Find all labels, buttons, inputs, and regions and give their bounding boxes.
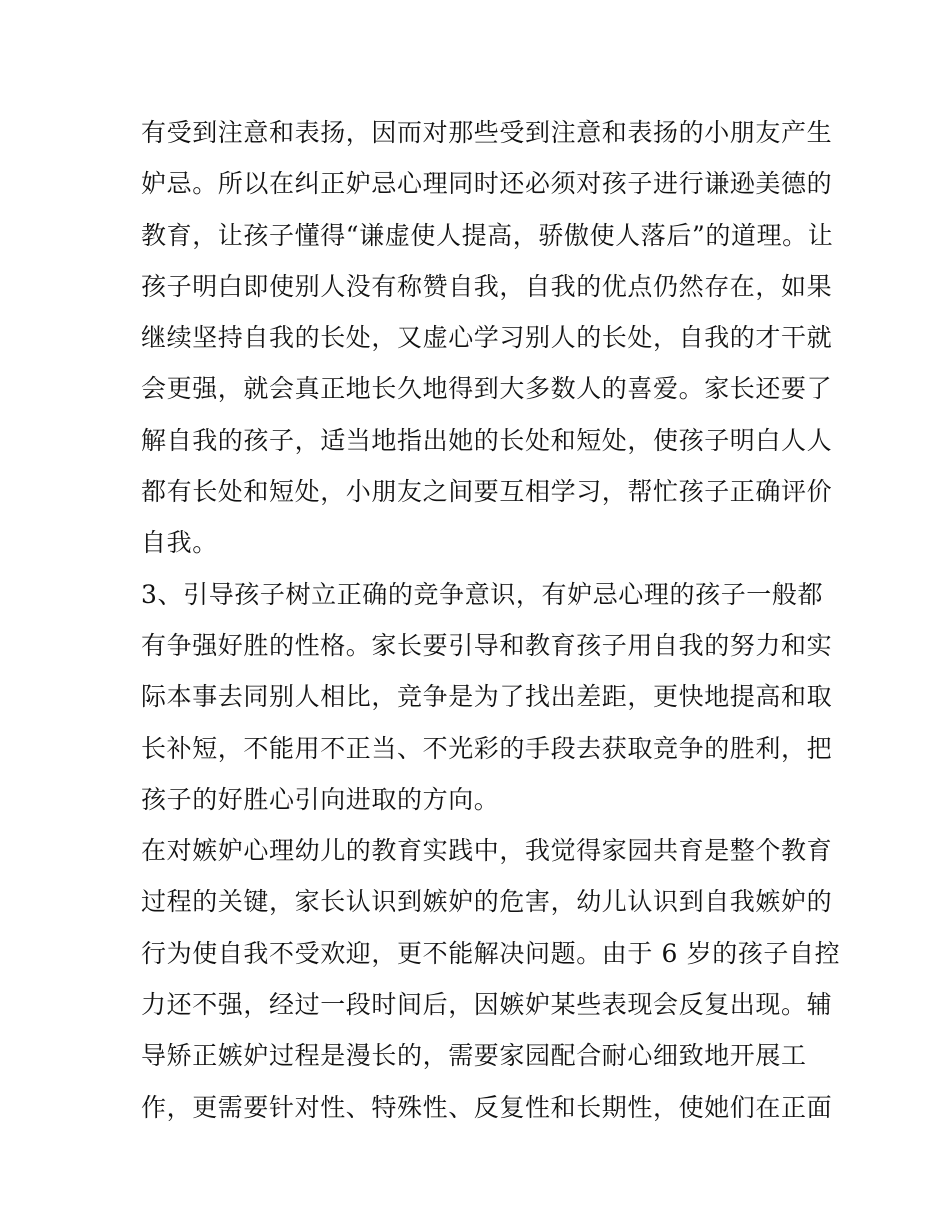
text-line: 际本事去同别人相比，竞争是为了找出差距，更快地提高和取 — [141, 682, 833, 712]
text-line: 孩子的好胜心引向进取的方向。 — [141, 784, 500, 814]
text-line: 过程的关键，家长认识到嫉妒的危害，幼儿认识到自我嫉妒的 — [141, 887, 833, 917]
text-line: 作，更需要针对性、特殊性、反复性和长期性，使她们在正面 — [141, 1092, 833, 1122]
text-line: 力还不强，经过一段时间后，因嫉妒某些表现会反复出现。辅 — [141, 990, 833, 1020]
text-line: 3、引导孩子树立正确的竞争意识，有妒忌心理的孩子一般都 — [141, 579, 824, 609]
text-line: 导矫正嫉妒过程是漫长的，需要家园配合耐心细致地开展工 — [141, 1041, 807, 1071]
text-line: 孩子明白即使别人没有称赞自我，自我的优点仍然存在，如果 — [141, 271, 833, 301]
text-line: 都有长处和短处，小朋友之间要互相学习，帮忙孩子正确评价 — [141, 477, 833, 507]
text-line: 有争强好胜的性格。家长要引导和教育孩子用自我的努力和实 — [141, 630, 833, 660]
text-line: 继续坚持自我的长处，又虚心学习别人的长处，自我的才干就 — [141, 323, 833, 353]
text-line: 自我。 — [141, 528, 218, 558]
text-line: 在对嫉妒心理幼儿的教育实践中，我觉得家园共育是整个教育 — [141, 836, 833, 866]
text-line: 解自我的孩子，适当地指出她的长处和短处，使孩子明白人人 — [141, 425, 833, 455]
text-line: 会更强，就会真正地长久地得到大多数人的喜爱。家长还要了 — [141, 374, 833, 404]
text-line: 妒忌。所以在纠正妒忌心理同时还必须对孩子进行谦逊美德的 — [141, 169, 833, 199]
text-line: 长补短，不能用不正当、不光彩的手段去获取竞争的胜利，把 — [141, 733, 833, 763]
text-line: 行为使自我不受欢迎，更不能解决问题。由于 6 岁的孩子自控 — [141, 938, 841, 968]
text-line: 有受到注意和表扬，因而对那些受到注意和表扬的小朋友产生 — [141, 118, 833, 147]
body-text — [141, 107, 841, 1133]
text-line: 教育，让孩子懂得“谦虚使人提高，骄傲使人落后”的道理。让 — [141, 220, 834, 250]
